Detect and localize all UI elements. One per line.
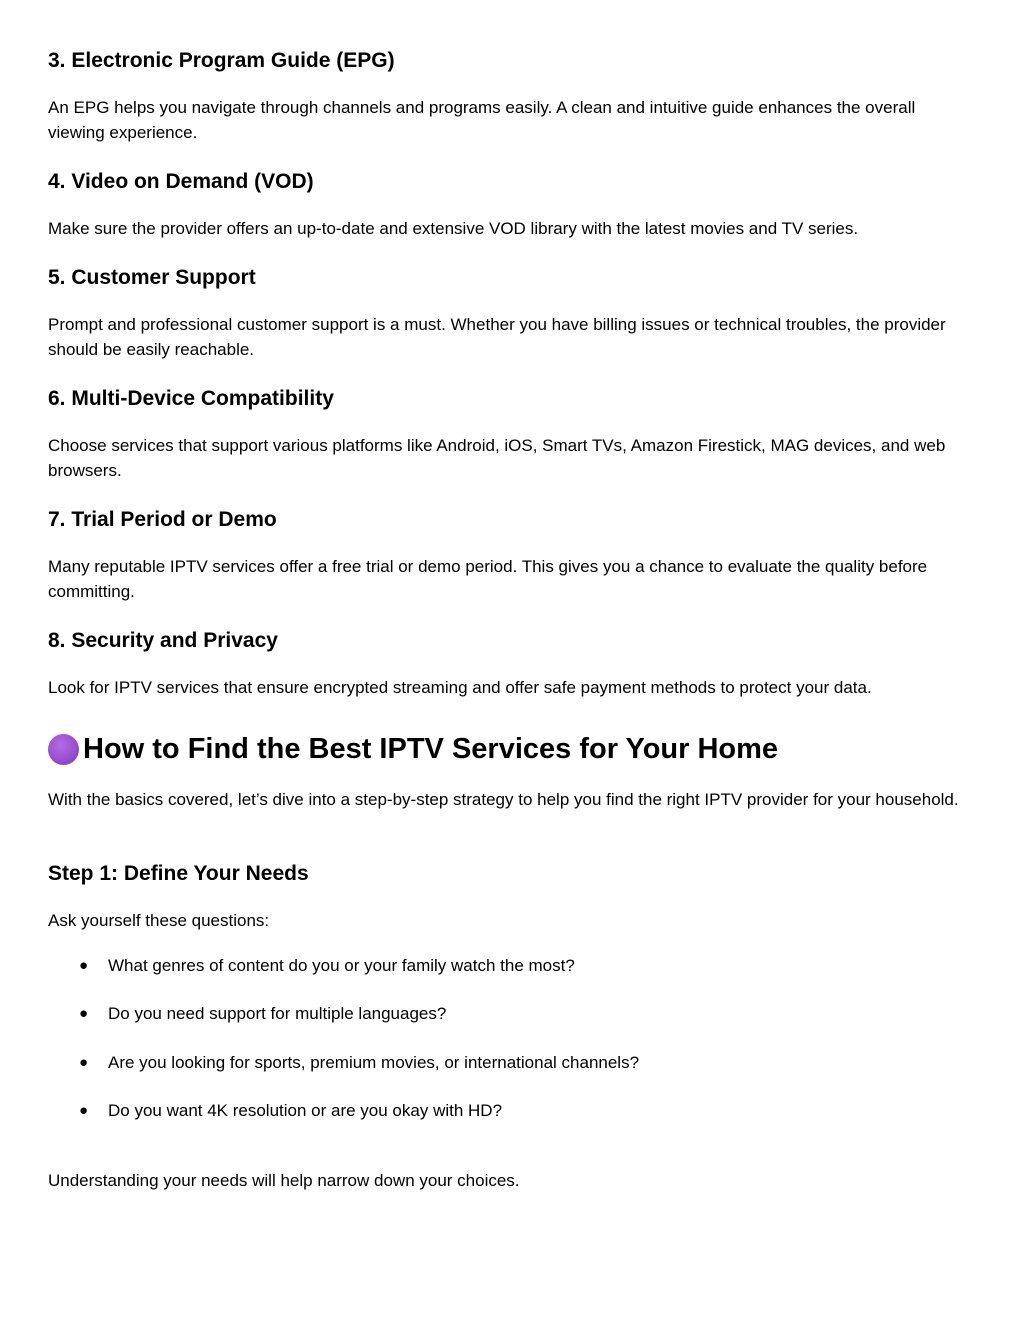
- purple-circle-icon: [48, 734, 79, 765]
- section-body-multi-device: Choose services that support various platforms like Android, iOS, Smart TVs, Amazon Firestick, MAG devices, and web browsers.: [48, 436, 946, 480]
- bullet-icon: ●: [79, 1054, 89, 1071]
- step1-conclusion: Understanding your needs will help narrow down your choices.: [48, 1171, 520, 1190]
- list-item-text: Do you want 4K resolution or are you okay with HD?: [108, 1101, 503, 1120]
- main-heading-text: How to Find the Best IPTV Services for Your Home: [83, 733, 779, 765]
- section-body-trial: Many reputable IPTV services offer a free trial or demo period. This gives you a chance to evaluate the quality before committing.: [48, 557, 928, 601]
- bullet-icon: ●: [79, 957, 89, 974]
- section-body-epg: An EPG helps you navigate through channels and programs easily. A clean and intuitive guide enhances the overall viewing experience.: [48, 98, 916, 142]
- bullet-icon: ●: [79, 1005, 89, 1022]
- section-heading-security: 8. Security and Privacy: [48, 629, 278, 652]
- section-body-security: Look for IPTV services that ensure encrypted streaming and offer safe payment methods to protect your data.: [48, 678, 872, 697]
- section-heading-vod: 4. Video on Demand (VOD): [48, 170, 314, 193]
- section-body-vod: Make sure the provider offers an up-to-date and extensive VOD library with the latest movies and TV series.: [48, 219, 859, 238]
- list-item-text: Do you need support for multiple languages?: [108, 1004, 447, 1023]
- section-heading-epg: 3. Electronic Program Guide (EPG): [48, 49, 395, 72]
- section-heading-multi-device: 6. Multi-Device Compatibility: [48, 387, 334, 410]
- section-body-customer-support: Prompt and professional customer support is a must. Whether you have billing issues or technical troubles, the provider should be easily reachable.: [48, 315, 946, 359]
- step1-lead: Ask yourself these questions:: [48, 911, 270, 930]
- section-heading-trial: 7. Trial Period or Demo: [48, 508, 277, 531]
- step1-heading: Step 1: Define Your Needs: [48, 862, 309, 885]
- list-item-text: Are you looking for sports, premium movies, or international channels?: [108, 1053, 640, 1072]
- list-item-text: What genres of content do you or your family watch the most?: [108, 956, 575, 975]
- section-heading-customer-support: 5. Customer Support: [48, 266, 256, 289]
- main-heading: [48, 731, 778, 767]
- bullet-icon: ●: [79, 1102, 89, 1119]
- intro-paragraph: With the basics covered, let’s dive into a step-by-step strategy to help you find the right IPTV provider for your household.: [48, 790, 959, 809]
